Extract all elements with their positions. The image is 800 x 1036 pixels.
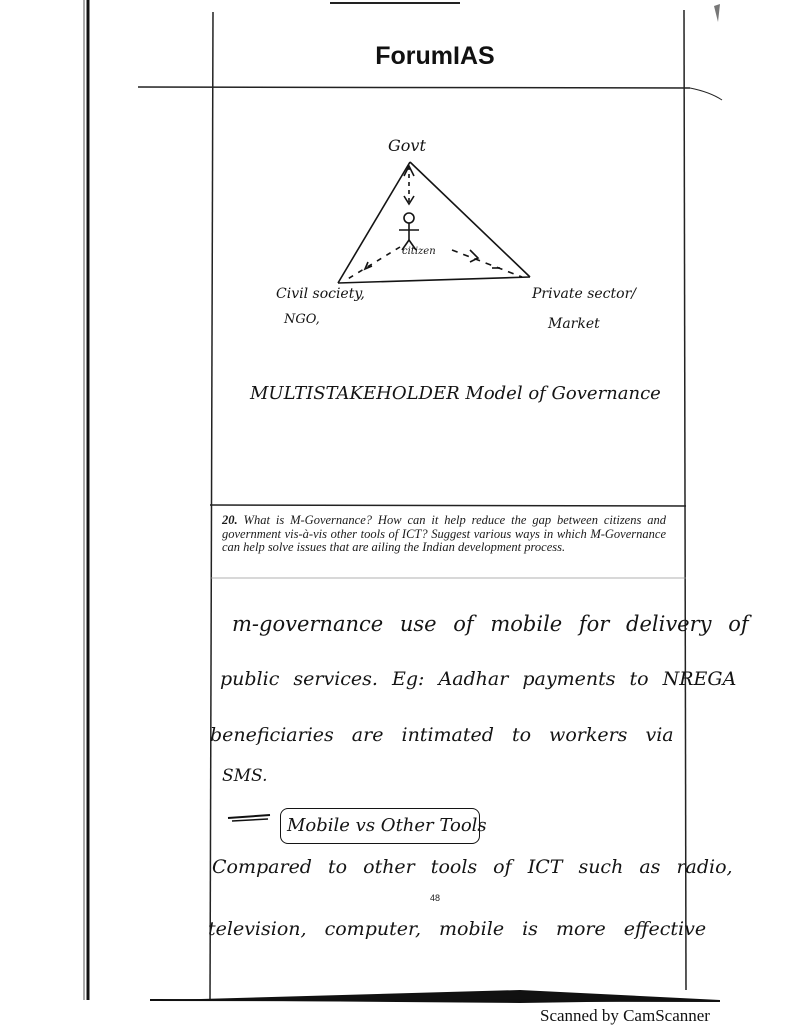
answer-line-5: Compared to other tools of ICT such as radio,	[212, 856, 733, 878]
diagram-caption: MULTISTAKEHOLDER Model of Governance	[250, 383, 661, 404]
scanner-watermark: Scanned by CamScanner	[540, 1006, 710, 1025]
page-number: 48	[430, 893, 441, 903]
brand-title: ForumIAS	[375, 42, 495, 70]
diagram-label-private-sector: Private sector/	[532, 286, 636, 302]
diagram-label-govt: Govt	[388, 136, 426, 155]
answer-line-1: m-governance use of mobile for delivery of	[232, 612, 749, 636]
question-number: 20.	[222, 513, 238, 527]
question-text: What is M-Governance? How can it help reduce the gap between citizens and government vis-à-vis other tools of ICT? Suggest various ways in which M-Governance can help solve issues that are ailing the Indian development process.	[222, 513, 667, 554]
diagram-label-market: Market	[548, 316, 600, 332]
answer-line-6: television, computer, mobile is more effective	[208, 918, 707, 940]
diagram-label-citizen: citizen	[402, 246, 436, 257]
diagram-label-ngo: NGO,	[284, 312, 320, 327]
answer-line-2: public services. Eg: Aadhar payments to NREGA	[220, 668, 737, 690]
boxed-heading: Mobile vs Other Tools	[280, 808, 480, 844]
diagram-label-civil-society: Civil society,	[276, 286, 365, 302]
answer-line-4: SMS.	[222, 766, 268, 786]
answer-line-3: beneficiaries are intimated to workers via	[210, 724, 674, 746]
